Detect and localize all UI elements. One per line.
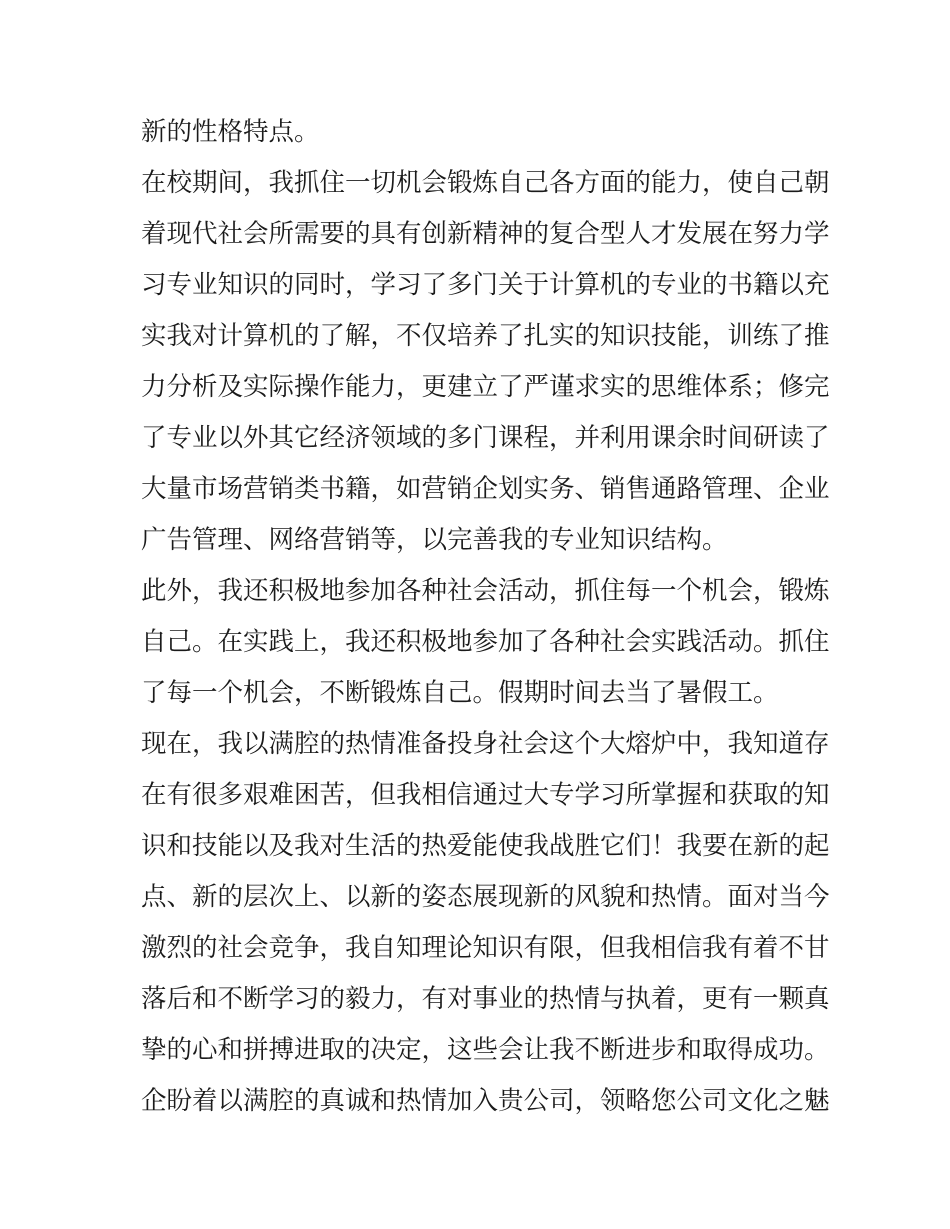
text-line: 了专业以外其它经济领域的多门课程，并利用课余时间研读了 (141, 423, 830, 453)
text-line: 习专业知识的同时，学习了多门关于计算机的专业的书籍以充 (141, 270, 830, 300)
document-body (141, 107, 830, 1127)
text-line: 实我对计算机的了解，不仅培养了扎实的知识技能，训练了推 (141, 321, 830, 351)
text-line: 此外，我还积极地参加各种社会活动，抓住每一个机会，锻炼 (141, 576, 830, 606)
text-line: 落后和不断学习的毅力，有对事业的热情与执着，更有一颗真 (141, 984, 830, 1014)
text-line: 现在，我以满腔的热情准备投身社会这个大熔炉中，我知道存 (141, 729, 830, 759)
text-line: 了每一个机会，不断锻炼自己。假期时间去当了暑假工。 (141, 678, 779, 708)
text-line: 着现代社会所需要的具有创新精神的复合型人才发展在努力学 (141, 219, 830, 249)
text-line: 在有很多艰难困苦，但我相信通过大专学习所掌握和获取的知 (141, 780, 830, 810)
text-line: 大量市场营销类书籍，如营销企划实务、销售通路管理、企业 (141, 474, 830, 504)
text-line: 点、新的层次上、以新的姿态展现新的风貌和热情。面对当今 (141, 882, 830, 912)
text-line: 自己。在实践上，我还积极地参加了各种社会实践活动。抓住 (141, 627, 830, 657)
text-line: 激烈的社会竞争，我自知理论知识有限，但我相信我有着不甘 (141, 933, 830, 963)
text-line: 新的性格特点。 (141, 117, 320, 147)
text-line: 在校期间，我抓住一切机会锻炼自己各方面的能力，使自己朝 (141, 168, 830, 198)
text-line: 识和技能以及我对生活的热爱能使我战胜它们！我要在新的起 (141, 831, 830, 861)
text-line: 力分析及实际操作能力，更建立了严谨求实的思维体系；修完 (141, 372, 830, 402)
text-line: 企盼着以满腔的真诚和热情加入贵公司，领略您公司文化之魅 (141, 1086, 830, 1116)
text-line: 挚的心和拼搏进取的决定，这些会让我不断进步和取得成功。 (141, 1035, 830, 1065)
text-line: 广告管理、网络营销等，以完善我的专业知识结构。 (141, 525, 728, 555)
